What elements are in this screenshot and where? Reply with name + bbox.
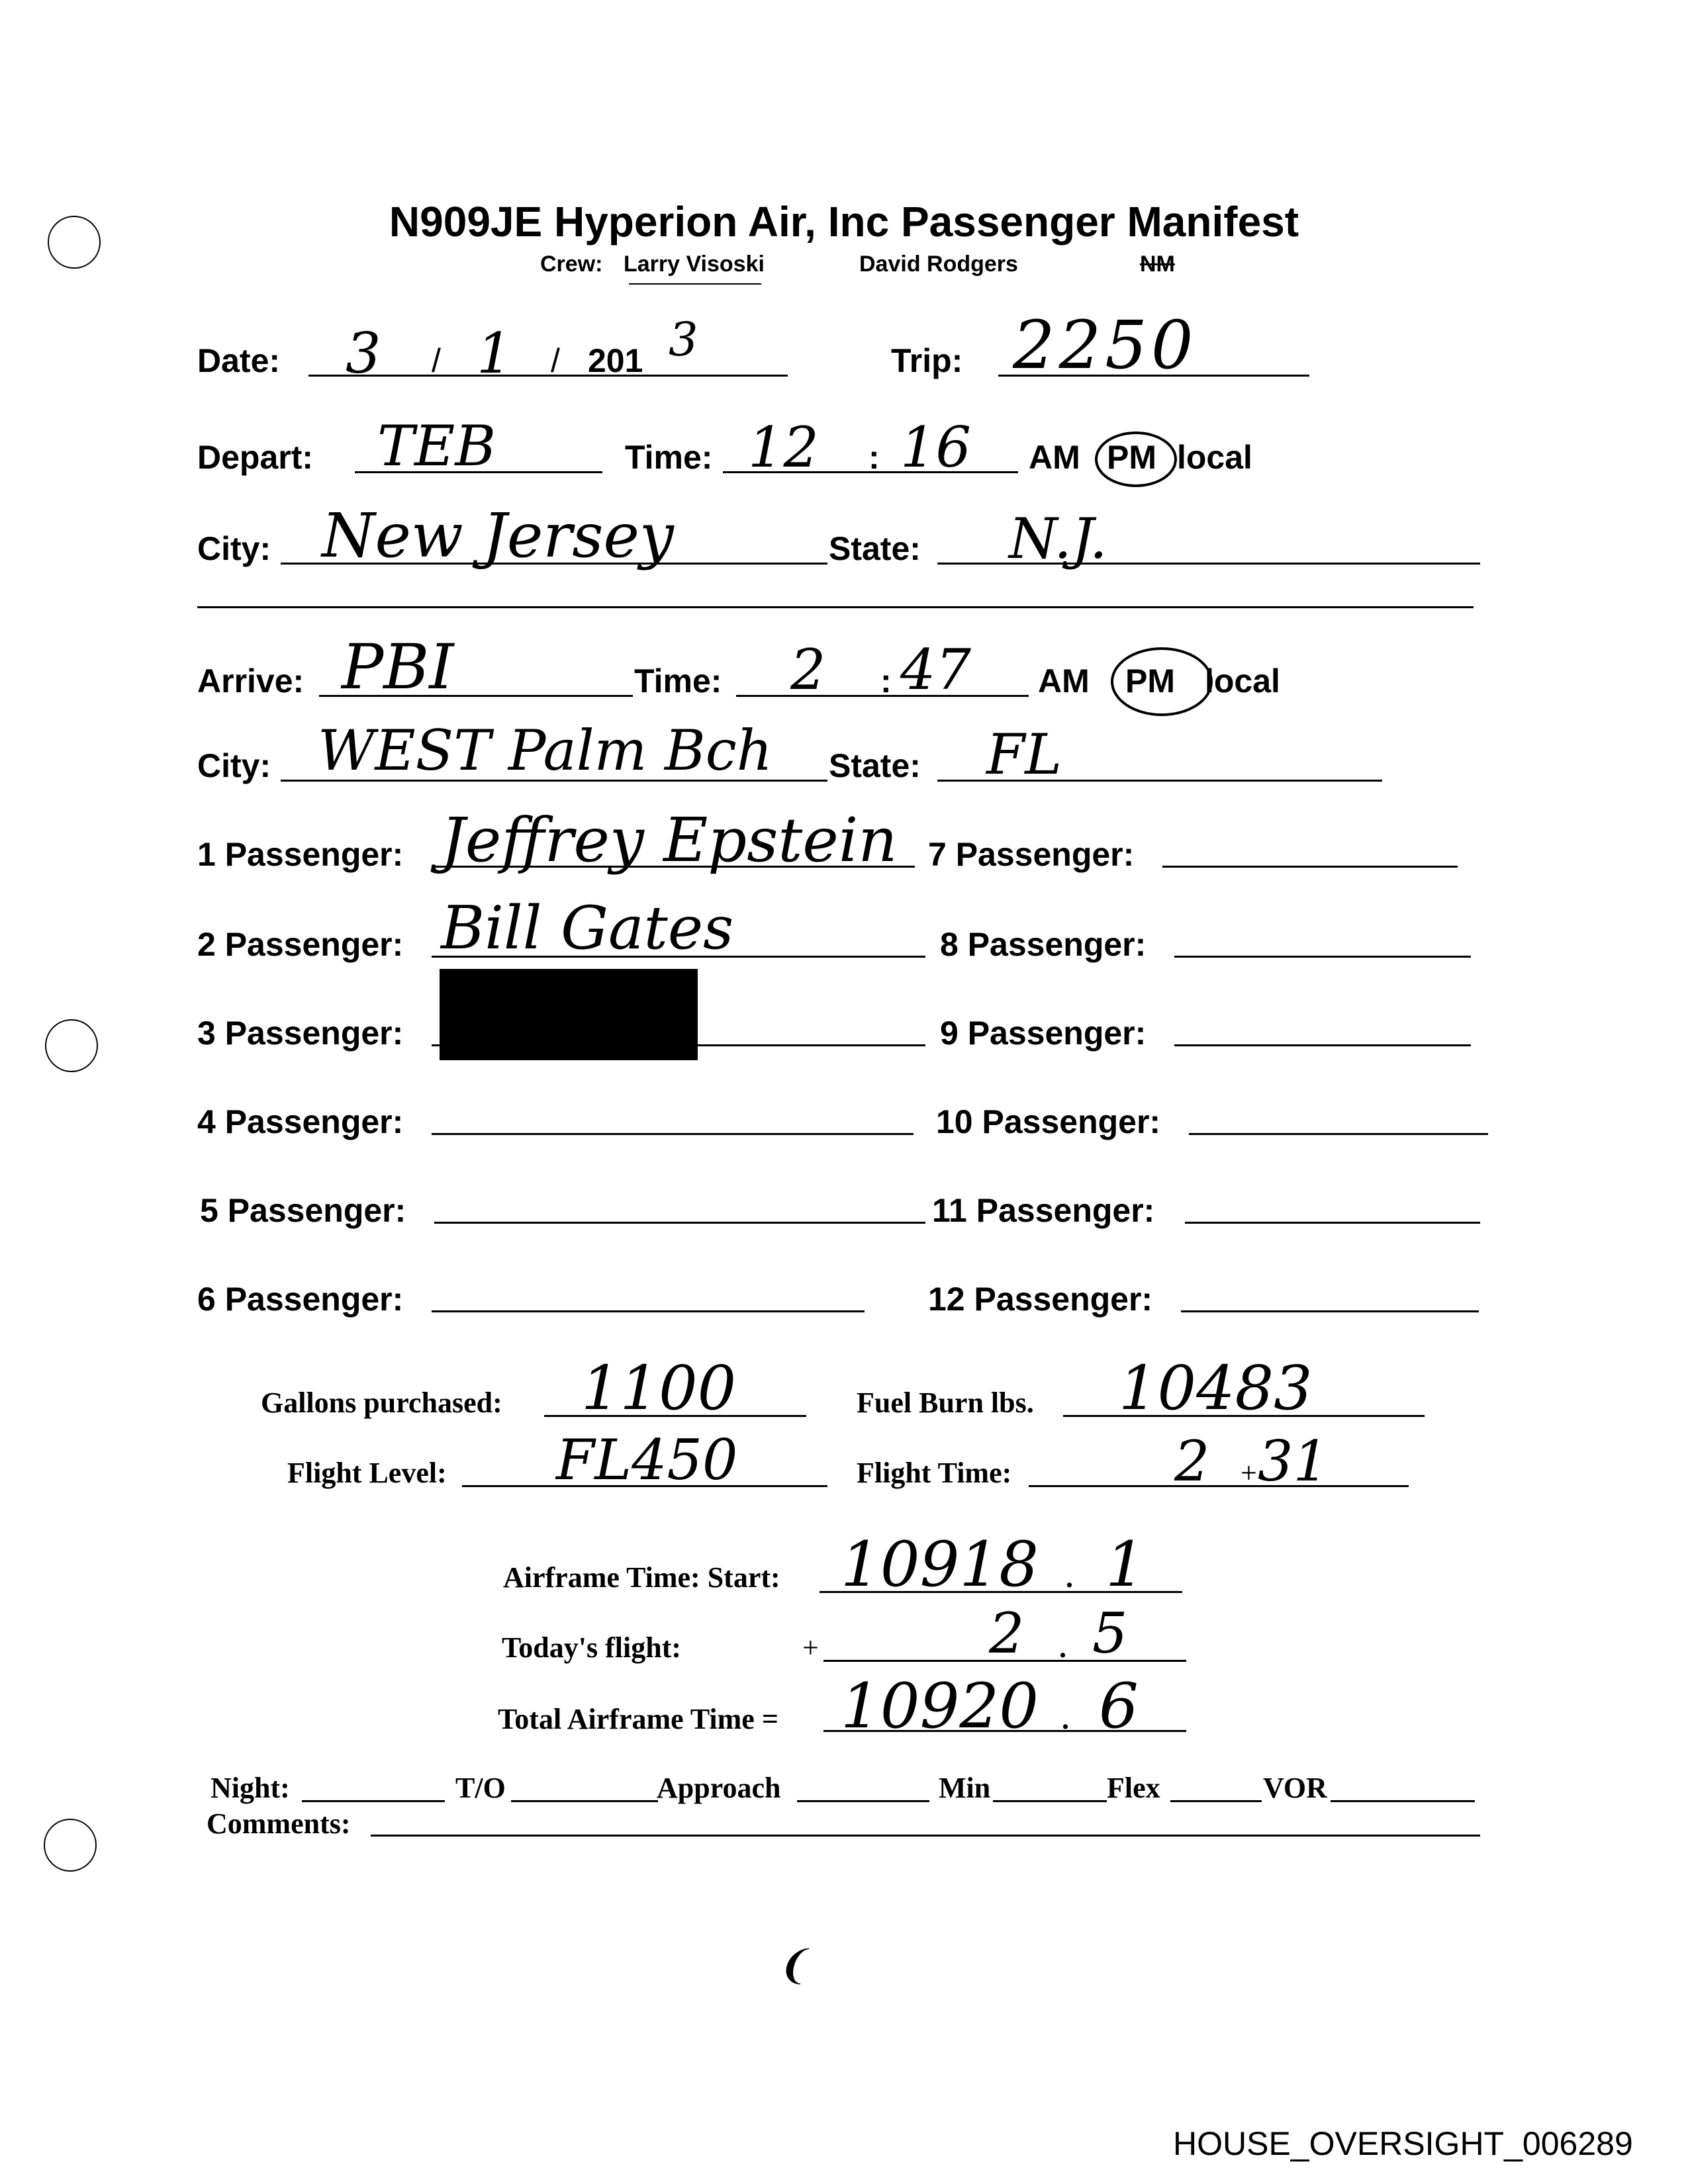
night-label: Night: <box>211 1772 290 1804</box>
arrive-city-label: City: <box>197 747 271 784</box>
approach-line <box>797 1800 929 1802</box>
depart-airport-code: TEB <box>377 414 496 478</box>
binder-hole-bottom <box>44 1819 97 1872</box>
passenger-12-label: 12 Passenger: <box>928 1281 1153 1318</box>
vor-line <box>1331 1800 1475 1802</box>
todays-flight-whole: 2 <box>989 1601 1025 1666</box>
passenger-2-label: 2 Passenger: <box>197 926 404 963</box>
min-line <box>993 1800 1107 1802</box>
passenger-4-line <box>432 1133 914 1135</box>
passenger-12-line <box>1181 1310 1479 1312</box>
date-label: Date: <box>197 342 281 379</box>
flight-level-value: FL450 <box>556 1428 738 1492</box>
arrive-time-hour: 2 <box>790 637 826 702</box>
date-slash-2: / <box>551 342 560 379</box>
passenger-6-label: 6 Passenger: <box>197 1281 404 1318</box>
trip-number: 2250 <box>1013 306 1197 384</box>
depart-am-option: AM <box>1029 439 1080 476</box>
depart-label: Depart: <box>197 439 314 476</box>
total-airframe-label: Total Airframe Time = <box>498 1703 778 1735</box>
vor-label: VOR <box>1263 1772 1327 1804</box>
passenger-7-label: 7 Passenger: <box>928 836 1135 873</box>
passenger-1-label: 1 Passenger: <box>197 836 404 873</box>
total-airframe-whole: 10920 <box>841 1670 1039 1743</box>
gallons-label: Gallons purchased: <box>261 1387 502 1419</box>
date-year-handwritten: 3 <box>669 312 698 367</box>
depart-state-value: N.J. <box>1009 506 1107 571</box>
date-year-printed: 201 <box>588 342 643 379</box>
flight-time-plus: + <box>1241 1457 1257 1489</box>
manifest-title: N909JE Hyperion Air, Inc Passenger Manifest <box>389 198 1299 246</box>
flight-time-label: Flight Time: <box>857 1457 1012 1489</box>
passenger-9-label: 9 Passenger: <box>940 1015 1147 1052</box>
passenger-4-label: 4 Passenger: <box>197 1103 404 1140</box>
passenger-10-line <box>1189 1133 1488 1135</box>
arrive-state-label: State: <box>829 747 921 784</box>
depart-time-minute: 16 <box>900 415 971 480</box>
min-label: Min <box>939 1772 991 1804</box>
airframe-start-label: Airframe Time: Start: <box>503 1561 780 1594</box>
arrive-pm-option: PM <box>1125 662 1175 700</box>
fuel-burn-value: 10483 <box>1119 1353 1313 1424</box>
comments-line <box>371 1835 1480 1837</box>
date-month: 3 <box>346 321 381 386</box>
passenger-9-line <box>1174 1044 1471 1046</box>
arrive-time-minute: 47 <box>900 637 971 702</box>
arrive-city-value: WEST Palm Bch <box>318 718 773 783</box>
passenger-2-name: Bill Gates <box>441 893 734 963</box>
date-day: 1 <box>477 321 512 386</box>
total-airframe-tenth: 6 <box>1099 1670 1139 1743</box>
flight-time-hours: 2 <box>1174 1429 1210 1494</box>
passenger-5-label: 5 Passenger: <box>200 1192 406 1229</box>
arrive-state-value: FL <box>986 722 1062 787</box>
comments-label: Comments: <box>207 1807 351 1840</box>
depart-city-value: New Jersey <box>322 500 674 571</box>
flight-time-line <box>1029 1485 1409 1487</box>
todays-flight-tenth: 5 <box>1092 1601 1128 1666</box>
arrive-label: Arrive: <box>197 662 305 700</box>
night-line <box>302 1800 445 1802</box>
depart-pm-option: PM <box>1107 439 1156 476</box>
depart-time-hour: 12 <box>748 415 819 480</box>
passenger-8-label: 8 Passenger: <box>940 926 1147 963</box>
passenger-3-label: 3 Passenger: <box>197 1015 404 1052</box>
todays-flight-dot: . <box>1059 1631 1066 1664</box>
airframe-start-dot: . <box>1066 1561 1073 1594</box>
depart-extra-line <box>197 606 1474 608</box>
todays-flight-plus: + <box>802 1631 819 1664</box>
flight-level-label: Flight Level: <box>287 1457 447 1489</box>
stray-pen-mark: ❨ <box>776 1942 810 1989</box>
gallons-value: 1100 <box>581 1353 737 1424</box>
total-airframe-dot: . <box>1062 1703 1069 1735</box>
flex-label: Flex <box>1107 1772 1160 1804</box>
arrive-airport-code: PBI <box>342 631 454 704</box>
trip-label: Trip: <box>891 342 963 379</box>
passenger-11-line <box>1185 1222 1480 1224</box>
flight-time-minutes: 31 <box>1258 1429 1329 1494</box>
arrive-time-colon: : <box>880 662 892 700</box>
todays-flight-label: Today's flight: <box>502 1631 682 1664</box>
crew-pilot-2: David Rodgers <box>859 251 1018 277</box>
airframe-start-whole: 10918 <box>841 1529 1039 1601</box>
passenger-8-line <box>1174 956 1471 958</box>
passenger-11-label: 11 Passenger: <box>932 1192 1155 1229</box>
arrive-time-label: Time: <box>634 662 722 700</box>
bates-number: HOUSE_OVERSIGHT_006289 <box>1173 2125 1633 2162</box>
flex-line <box>1170 1800 1262 1802</box>
depart-state-label: State: <box>829 530 921 567</box>
passenger-3-redaction <box>440 969 698 1060</box>
passenger-6-line <box>432 1310 865 1312</box>
passenger-5-line <box>434 1222 925 1224</box>
airframe-start-tenth: 1 <box>1105 1529 1145 1601</box>
approach-label: Approach <box>657 1772 781 1804</box>
crew-label: Crew: <box>540 251 603 277</box>
date-slash-1: / <box>432 342 441 379</box>
depart-local-label: local <box>1177 439 1252 476</box>
crew-struck-initials: NM <box>1140 251 1175 277</box>
arrive-am-option: AM <box>1038 662 1090 700</box>
binder-hole-middle <box>45 1019 98 1072</box>
takeoff-line <box>511 1800 658 1802</box>
passenger-10-label: 10 Passenger: <box>936 1103 1161 1140</box>
arrive-local-label: local <box>1205 662 1280 700</box>
passenger-1-name: Jeffrey Epstein <box>441 805 898 876</box>
fuel-burn-label: Fuel Burn lbs. <box>857 1387 1034 1419</box>
depart-time-colon: : <box>868 439 880 476</box>
takeoff-label: T/O <box>455 1772 506 1804</box>
passenger-7-line <box>1162 866 1458 868</box>
depart-time-label: Time: <box>625 439 713 476</box>
crew-pilot-1-underline <box>629 283 761 285</box>
depart-city-label: City: <box>197 530 271 567</box>
crew-pilot-1: Larry Visoski <box>624 251 765 277</box>
